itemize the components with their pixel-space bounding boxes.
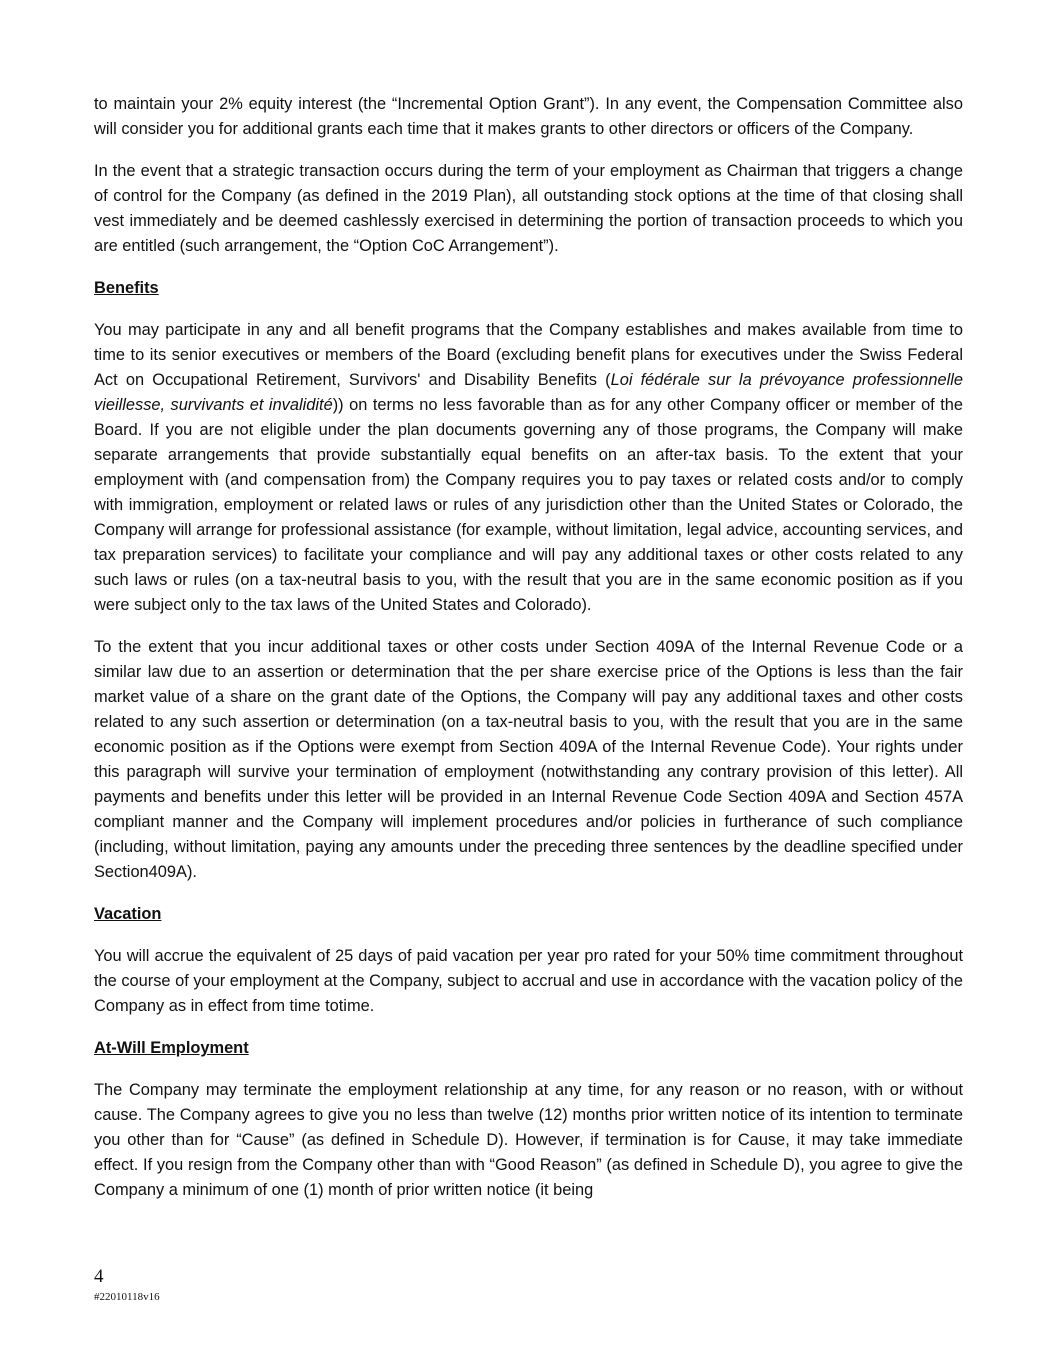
option-grant-paragraph: to maintain your 2% equity interest (the “Incremental Option Grant”). In any event, the Compensation Committee also will consider you for additional grants each time that it makes grants to other directors or officers of the Company. xyxy=(94,95,963,138)
benefits-french-title: Loi fédérale sur la prévoyance professionnelle vieillesse, survivants et invalidité xyxy=(94,371,963,414)
page-body xyxy=(94,92,963,1220)
benefits-heading: Benefits xyxy=(94,279,159,297)
benefits-text-end: )) on terms no less favorable than as for any other Company officer or member of the Board. If you are not eligible under the plan documents governing any of those programs, the Company will make separate arrangements that provide substantially equal benefits on an after-tax basis. To the extent that your employment with (and compensation from) the Company requires you to pay taxes or related costs and/or to comply with immigration, employment or related laws or rules of any jurisdiction other than the United States or Colorado, the Company will arrange for professional assistance (for example, without limitation, legal advice, accounting services, and tax preparation services) to facilitate your compliance and will pay any additional taxes or other costs related to any such laws or rules (on a tax-neutral basis to you, with the result that you are in the same economic position as if you were subject only to the tax laws of the United States and Colorado). xyxy=(94,396,964,614)
change-of-control-paragraph: In the event that a strategic transaction occurs during the term of your employment as Chairman that triggers a change of control for the Company (as defined in the 2019 Plan), all outstanding stock options at the time of that closing shall vest immediately and be deemed cashlessly exercised in determining the portion of transaction proceeds to which you are entitled (such arrangement, the “Option CoC Arrangement”). xyxy=(94,162,963,255)
benefits-text-start: You may participate in any and all benefit programs that the Company establishes and makes available from time to time to its senior executives or members of the Board (excluding benefit plans for executives under the Swiss Federal Act on Occupational Retirement, Survivors' and Disability Benefits ( xyxy=(94,321,963,389)
vacation-heading: Vacation xyxy=(94,905,162,923)
benefits-paragraph xyxy=(94,318,963,618)
section-409a-paragraph: To the extent that you incur additional taxes or other costs under Section 409A of the Internal Revenue Code or a similar law due to an assertion or determination that the per share exercise price of the Options is less than the fair market value of a share on the grant date of the Options, the Company will pay any additional taxes and other costs related to any such assertion or determination (on a tax-neutral basis to you, with the result that you are in the same economic position as if the Options were exempt from Section 409A of the Internal Revenue Code). Your rights under this paragraph will survive your termination of employment (notwithstanding any contrary provision of this letter). All payments and benefits under this letter will be provided in an Internal Revenue Code Section 409A and Section 457A compliant manner and the Company will implement procedures and/or policies in furtherance of such compliance (including, without limitation, paying any amounts under the preceding three sentences by the deadline specified under Section409A). xyxy=(94,638,963,881)
document-id: #22010118v16 xyxy=(94,1291,160,1303)
page-number: 4 xyxy=(94,1266,104,1287)
at-will-employment-heading: At-Will Employment xyxy=(94,1039,249,1057)
vacation-paragraph: You will accrue the equivalent of 25 days of paid vacation per year pro rated for your 50% time commitment throughout the course of your employment at the Company, subject to accrual and use in accordance with the vacation policy of the Company as in effect from time totime. xyxy=(94,947,963,1015)
at-will-employment-paragraph: The Company may terminate the employment relationship at any time, for any reason or no reason, with or without cause. The Company agrees to give you no less than twelve (12) months prior written notice of its intention to terminate you other than for “Cause” (as defined in Schedule D). However, if termination is for Cause, it may take immediate effect. If you resign from the Company other than with “Good Reason” (as defined in Schedule D), you agree to give the Company a minimum of one (1) month of prior written notice (it being xyxy=(94,1081,963,1199)
